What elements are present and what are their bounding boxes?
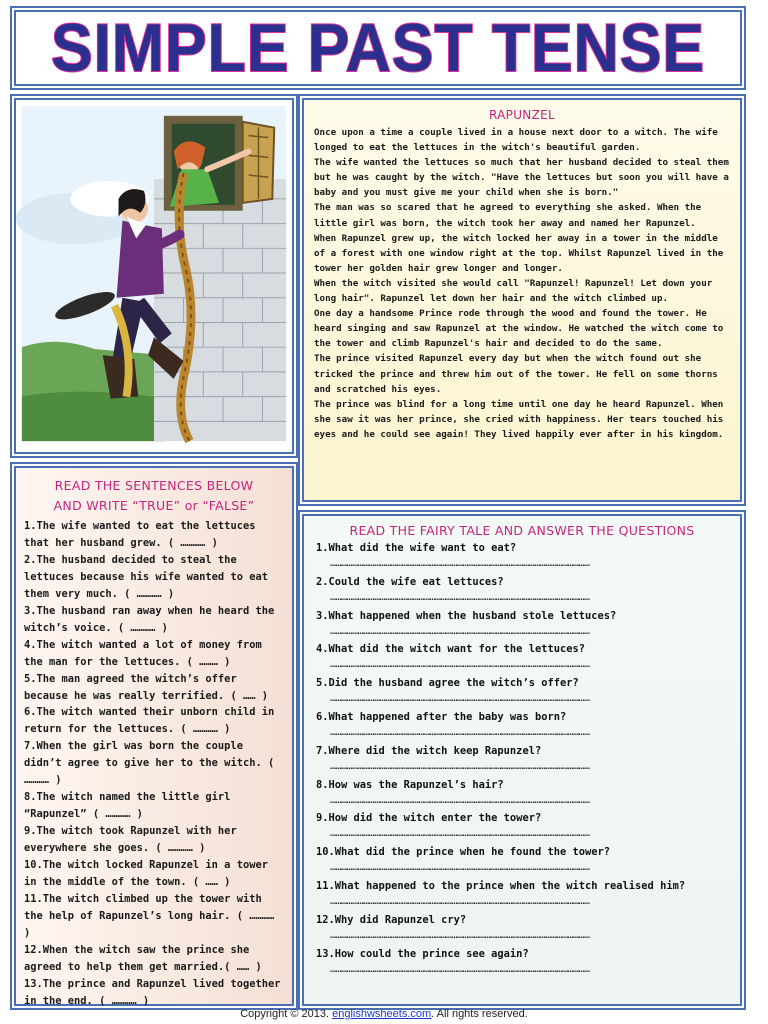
story-heading: RAPUNZEL [489, 108, 555, 122]
rapunzel-illustration [16, 100, 292, 452]
answer-line: …………………………………………………………………………………………………………………………… [330, 828, 590, 840]
story-paragraph: Once upon a time a couple lived in a house next door to a witch. The wife longed to eat the lettuces in the witch's beautiful garden. [314, 127, 718, 154]
list-item: 2.The husband decided to steal the lettuces because his wife wanted to eat them very much. ( ………… ) [24, 553, 268, 600]
question-item [316, 844, 728, 878]
question-text: 13.How could the prince see again? [316, 947, 529, 960]
question-item [316, 946, 728, 980]
question-text: 12.Why did Rapunzel cry? [316, 913, 467, 926]
list-item: 3.The husband ran away when he heard the witch’s voice. ( ………… ) [24, 604, 275, 634]
question-text: 1.What did the wife want to eat? [316, 542, 517, 554]
question-text: 4.What did the witch want for the lettuces? [316, 643, 585, 656]
list-item: 11.The witch climbed up the tower with the help of Rapunzel’s long hair. ( ………… ) [24, 892, 275, 939]
true-false-heading [24, 476, 284, 516]
question-text: 8.How was the Rapunzel’s hair? [316, 778, 504, 791]
question-item [316, 709, 728, 743]
question-text: 7.Where did the witch keep Rapunzel? [316, 744, 542, 757]
answer-line: …………………………………………………………………………………………………………………………… [330, 794, 590, 806]
list-item: 9.The witch took Rapunzel with her everywhere she goes. ( ………… ) [24, 825, 237, 855]
story-illustration [14, 98, 294, 454]
question-item [316, 777, 728, 811]
answer-line: …………………………………………………………………………………………………………………………… [330, 726, 590, 738]
true-false-panel [14, 466, 294, 1006]
story-paragraph: The wife wanted the lettuces so much that her husband decided to steal them but he was caught by the witch. "Have the lettuces but soon you will have a baby and you must give me your child when she is born." [314, 157, 729, 199]
story-panel [302, 98, 742, 502]
story-paragraph: The man was so scared that he agreed to everything she asked. When the little girl was born, the witch took her away and named her Rapunzel. [314, 202, 702, 229]
site-link[interactable]: englishwsheets.com [332, 1008, 432, 1020]
question-item [316, 743, 728, 777]
question-item [316, 810, 728, 844]
answer-line: …………………………………………………………………………………………………………………………… [330, 760, 590, 772]
list-item: 8.The witch named the little girl “Rapunzel” ( ………… ) [24, 791, 231, 821]
question-item [316, 641, 728, 675]
answer-line: …………………………………………………………………………………………………………………………… [330, 591, 590, 603]
question-text: 9.How did the witch enter the tower? [316, 812, 542, 825]
answer-line: …………………………………………………………………………………………………………………………… [330, 659, 590, 671]
question-item [316, 574, 728, 608]
answer-line: …………………………………………………………………………………………………………………………… [330, 693, 590, 705]
page-title: SIMPLE PAST TENSE [50, 10, 706, 86]
list-item: 4.The witch wanted a lot of money from the man for the lettuces. ( ……… ) [24, 638, 262, 668]
true-false-heading-line: AND WRITE “TRUE” or “FALSE” [53, 498, 255, 513]
story-paragraph: When the witch visited she would call "Rapunzel! Rapunzel! Let down your long hair". Rapunzel let down her hair and the witch climbed up. [314, 277, 713, 305]
list-item: 10.The witch locked Rapunzel in a tower in the middle of the town. ( …… ) [24, 859, 268, 889]
copyright-footer [0, 1008, 768, 1020]
question-text: 10.What did the prince when he found the tower? [316, 846, 611, 859]
list-item: 1.The wife wanted to eat the lettuces that her husband grew. ( ………… ) [24, 520, 256, 549]
answer-line: …………………………………………………………………………………………………………………………… [330, 625, 590, 637]
story-paragraph: When Rapunzel grew up, the witch locked her away in a tower in the middle of a forest with one window right at the top. Whilst Rapunzel lived in the tower her golden hair grew longer and longer. [314, 232, 724, 274]
question-text: 3.What happened when the husband stole lettuces? [316, 609, 617, 622]
question-text: 5.Did the husband agree the witch’s offer? [316, 677, 579, 690]
question-text: 11.What happened to the prince when the witch realised him? [316, 879, 686, 892]
question-item [316, 675, 728, 709]
list-item: 7.When the girl was born the couple didn’t agree to give her to the witch. ( ………… ) [24, 740, 275, 787]
copyright-suffix: . All rights reserved. [431, 1008, 528, 1020]
questions-panel [302, 514, 742, 1006]
question-text: 2.Could the wife eat lettuces? [316, 575, 504, 588]
copyright-text: Copyright © 2013. [240, 1008, 330, 1020]
answer-line: …………………………………………………………………………………………………………………………… [330, 929, 590, 941]
title-banner [14, 10, 742, 86]
story-text [314, 125, 730, 442]
questions-list [316, 540, 728, 979]
answer-line: …………………………………………………………………………………………………………………………… [330, 862, 590, 874]
story-paragraph: The prince visited Rapunzel every day but when the witch found out she tricked the prince and threw him out of the tower. He fell on some thorns and scratched his eyes. [314, 353, 718, 395]
questions-heading: READ THE FAIRY TALE AND ANSWER THE QUESTIONS [349, 523, 695, 538]
answer-line: …………………………………………………………………………………………………………………………… [330, 895, 590, 907]
list-item: 12.When the witch saw the prince she agreed to help them get married.( …… ) [24, 943, 262, 973]
story-paragraph: One day a handsome Prince rode through the wood and found the tower. He heard singing and saw Rapunzel at the window. He watched the witch come to the tower and climb Rapunzel's hair and decided to do the same. [314, 308, 724, 350]
true-false-list [24, 518, 284, 1010]
true-false-heading-line: READ THE SENTENCES BELOW [54, 478, 254, 493]
answer-line: …………………………………………………………………………………………………………………………… [330, 558, 590, 569]
story-paragraph: The prince was blind for a long time until one day he heard Rapunzel. When she saw it was her prince, she cried with happiness. Her tears touched his eyes and he could see again! They lived happily ever after in his kingdom. [314, 398, 724, 440]
list-item: 13.The prince and Rapunzel lived together in the end. ( ………… ) [24, 977, 281, 1007]
question-item [316, 608, 728, 642]
question-text: 6.What happened after the baby was born? [316, 710, 567, 723]
question-item [316, 540, 728, 574]
list-item: 5.The man agreed the witch’s offer because he was really terrified. ( …… ) [24, 672, 268, 702]
question-item [316, 912, 728, 946]
question-item [316, 878, 728, 912]
list-item: 6.The witch wanted their unborn child in return for the lettuces. ( ………… ) [24, 706, 275, 736]
answer-line: …………………………………………………………………………………………………………………………… [330, 963, 590, 975]
